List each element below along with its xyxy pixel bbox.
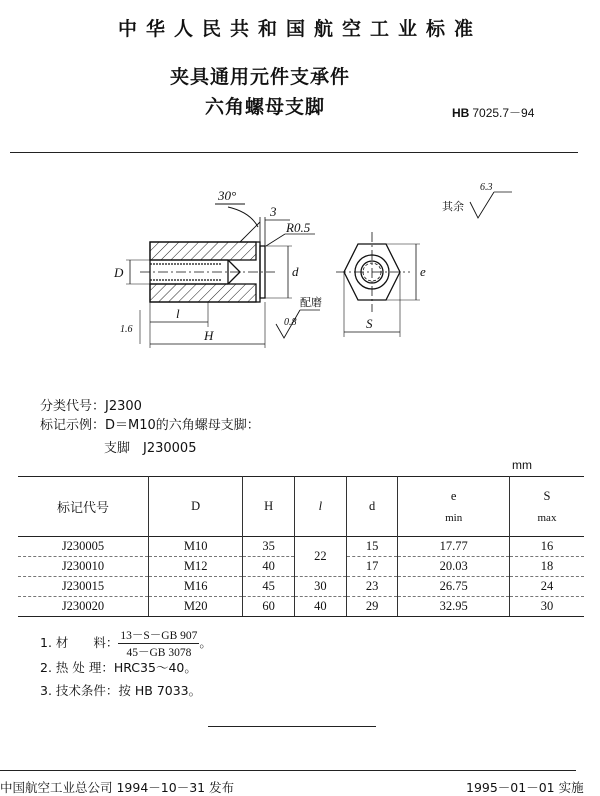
cell-l: 30 bbox=[295, 577, 347, 597]
cell-d: 17 bbox=[346, 557, 398, 577]
cell-S: 30 bbox=[509, 597, 584, 617]
cell-H: 60 bbox=[243, 597, 295, 617]
hatch-top bbox=[150, 242, 256, 260]
roughness-value: 6.3 bbox=[480, 182, 493, 193]
radius-label: R0.5 bbox=[286, 220, 311, 235]
material-suffix: 。 bbox=[199, 635, 212, 650]
document-title-line1: 夹具通用元件支承件 bbox=[170, 66, 351, 88]
cell-d: 15 bbox=[346, 537, 398, 557]
unit-label: mm bbox=[512, 458, 532, 472]
roughness-fit-value: 0.8 bbox=[284, 317, 297, 328]
notes-end-divider bbox=[208, 726, 376, 727]
material-numerator: 13－S－GB 907 bbox=[118, 627, 199, 644]
col-header-D: D bbox=[149, 477, 243, 537]
dim-D-label: D bbox=[114, 265, 124, 280]
roughness-prefix: 其余 bbox=[442, 200, 464, 213]
cell-d: 23 bbox=[346, 577, 398, 597]
col-header-d: d bbox=[346, 477, 398, 537]
cell-e: 26.75 bbox=[398, 577, 510, 597]
note-material bbox=[40, 627, 212, 660]
material-fraction bbox=[118, 627, 199, 660]
cell-S: 16 bbox=[509, 537, 584, 557]
cell-code: J230020 bbox=[18, 597, 149, 617]
cell-e: 20.03 bbox=[398, 557, 510, 577]
footer-issued: 中国航空工业总公司 1994－10－31 发布 bbox=[0, 780, 235, 795]
marking-example-value: 支脚 J230005 bbox=[104, 441, 197, 456]
angle-label: 30° bbox=[218, 188, 237, 203]
table-header-row bbox=[18, 477, 584, 537]
table-row bbox=[18, 597, 584, 617]
cell-d: 29 bbox=[346, 597, 398, 617]
cell-code: J230010 bbox=[18, 557, 149, 577]
col-header-S: S max bbox=[509, 477, 584, 537]
standard-prefix: HB bbox=[452, 106, 470, 120]
material-prefix: 1. 材 料： bbox=[40, 635, 119, 650]
table-row bbox=[18, 577, 584, 597]
cell-H: 45 bbox=[243, 577, 295, 597]
cell-H: 35 bbox=[243, 537, 295, 557]
dim-3-label: 3 bbox=[270, 204, 277, 219]
cell-D: M16 bbox=[149, 577, 243, 597]
col-header-e: e min bbox=[398, 477, 510, 537]
technical-drawing bbox=[100, 182, 540, 352]
spec-table bbox=[18, 476, 584, 617]
marking-example: 标记示例：D＝M10的六角螺母支脚： bbox=[40, 418, 260, 433]
dim-e-label: e bbox=[420, 264, 426, 279]
cell-code: J230005 bbox=[18, 537, 149, 557]
dim-d-label: d bbox=[292, 264, 299, 279]
table-row bbox=[18, 537, 584, 557]
dim-l-label: l bbox=[176, 306, 180, 321]
cell-e: 17.77 bbox=[398, 537, 510, 557]
col-header-l: l bbox=[295, 477, 347, 537]
cell-l: 40 bbox=[295, 597, 347, 617]
note-heat-treatment: 2. 热 处 理：HRC35～40。 bbox=[40, 660, 197, 675]
cell-H: 40 bbox=[243, 557, 295, 577]
hatch-bottom bbox=[150, 284, 256, 302]
roughness-fit-label: 配磨 bbox=[300, 296, 322, 309]
footer-divider bbox=[0, 770, 576, 771]
cell-D: M12 bbox=[149, 557, 243, 577]
col-header-code: 标记代号 bbox=[56, 501, 109, 516]
cell-D: M20 bbox=[149, 597, 243, 617]
cell-code: J230015 bbox=[18, 577, 149, 597]
left-tag-label: 1.6 bbox=[120, 324, 133, 335]
footer-effective: 1995－01－01 实施 bbox=[466, 780, 584, 795]
note-technical: 3. 技术条件：按 HB 7033。 bbox=[40, 683, 202, 698]
classification-code: 分类代号：J2300 bbox=[40, 399, 142, 414]
cell-e: 32.95 bbox=[398, 597, 510, 617]
document-title-line2: 六角螺母支脚 bbox=[205, 96, 326, 118]
dim-S-label: S bbox=[366, 316, 373, 331]
cell-D: M10 bbox=[149, 537, 243, 557]
header-divider bbox=[10, 152, 578, 153]
standard-code: 7025.7－94 bbox=[472, 106, 535, 120]
cell-S: 24 bbox=[509, 577, 584, 597]
col-header-H: H bbox=[243, 477, 295, 537]
cell-S: 18 bbox=[509, 557, 584, 577]
dim-H-label: H bbox=[204, 328, 214, 343]
standard-org-title: 中华人民共和国航空工业标准 bbox=[117, 18, 482, 40]
standard-number bbox=[452, 104, 534, 121]
cell-l-merged: 22 bbox=[295, 537, 347, 577]
material-denominator: 45－GB 3078 bbox=[126, 647, 192, 659]
